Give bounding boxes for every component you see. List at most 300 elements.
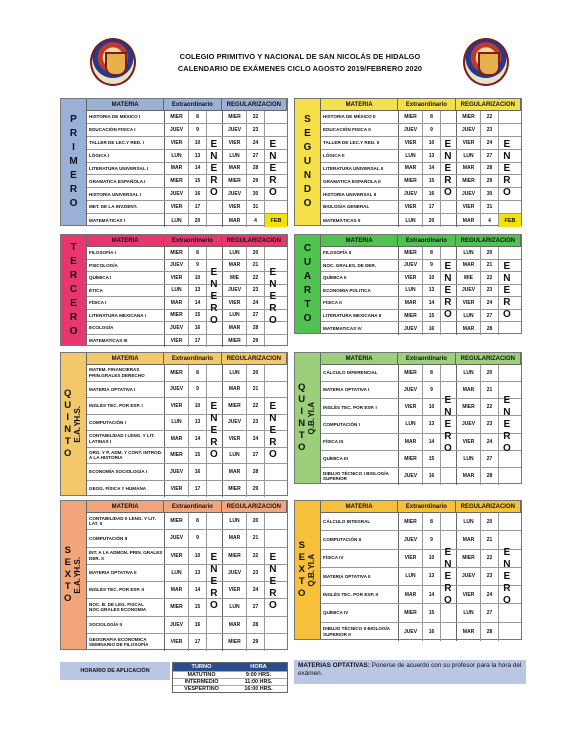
reg-date-cell: 24 xyxy=(481,297,499,309)
block-tercero xyxy=(60,234,288,346)
grade-name xyxy=(298,382,305,454)
subject-cell: MATERIA OPTATIVA II xyxy=(321,568,399,585)
month-letter: R xyxy=(503,297,511,308)
extra-date-cell: 14 xyxy=(423,434,441,450)
regularizacion-header: REGULARIZACION xyxy=(222,99,287,110)
extra-day-cell: JUEV xyxy=(399,468,423,485)
month-letter: N xyxy=(444,273,452,284)
regularizacion-header: REGULARIZACION xyxy=(456,99,521,110)
month-letter: O xyxy=(503,309,511,320)
extra-date-cell: 9 xyxy=(189,124,207,136)
extra-day-cell: MIER xyxy=(399,310,423,322)
regularizacion-header: REGULARIZACION xyxy=(222,235,287,246)
reg-day-cell: LUN xyxy=(457,513,481,530)
subject-cell: TALLER DE LEC.Y RED. II xyxy=(321,137,399,149)
extra-date-cell: 9 xyxy=(189,260,207,272)
month-gap xyxy=(207,634,223,651)
subject-cell: CÁLCULO INTEGRAL xyxy=(321,513,399,530)
extra-day-cell: JUEV xyxy=(165,617,189,633)
month-letter: O xyxy=(269,187,277,198)
extra-day-cell: VIER xyxy=(399,550,423,567)
grade-letter: R xyxy=(69,184,78,195)
extra-date-cell: 14 xyxy=(423,297,441,309)
month-letter: R xyxy=(269,588,277,599)
area-name xyxy=(73,406,83,442)
extraordinario-header: Extraordinario xyxy=(398,235,455,246)
month-letter: E xyxy=(503,139,511,150)
reg-date-cell: 30 xyxy=(481,188,499,200)
school-seal-right xyxy=(463,38,509,86)
reg-date-cell: 22 xyxy=(481,272,499,284)
month-gap xyxy=(441,124,457,136)
extra-day-cell: MIER xyxy=(399,247,423,259)
reg-date-cell: 28 xyxy=(481,163,499,175)
table-row xyxy=(321,297,521,310)
extra-date-cell: 9 xyxy=(189,530,207,546)
grade-letter: R xyxy=(303,285,312,296)
month-letter: N xyxy=(210,564,218,575)
grade-letter: Q xyxy=(64,388,72,399)
subject-cell: MATEMÁTICAS II xyxy=(321,214,399,227)
reg-day-cell: MIER xyxy=(223,111,247,123)
reg-month xyxy=(269,267,277,327)
month-letter: N xyxy=(503,407,511,418)
materia-header: MATERIA xyxy=(321,353,398,364)
table-row xyxy=(321,214,521,227)
reg-month-cell xyxy=(265,111,287,123)
subject-cell: ORG. Y P. ADM. Y CONT. INTROD. A LA HISTORIA xyxy=(87,448,165,464)
extra-date-cell: 16 xyxy=(189,617,207,633)
grade-label xyxy=(295,235,321,333)
reg-day-cell: MAR xyxy=(457,260,481,272)
grade-name xyxy=(304,113,312,211)
subject-cell: LITERATURA UNIVERSAL II xyxy=(321,163,399,175)
reg-day-cell: MIER xyxy=(223,481,247,498)
table-row xyxy=(321,399,521,416)
reg-day-cell: VIER xyxy=(223,297,247,309)
table-row xyxy=(87,513,287,530)
grade-letter: I xyxy=(300,406,304,417)
table-row xyxy=(321,550,521,568)
extra-date-cell: 10 xyxy=(189,137,207,149)
month-letter: E xyxy=(503,419,511,430)
reg-day-cell: MIER xyxy=(457,550,481,567)
extra-date-cell: 17 xyxy=(189,634,207,651)
extraordinario-header: Extraordinario xyxy=(164,235,221,246)
subject-cell: FÍSICA II xyxy=(321,297,399,309)
reg-date-cell: 31 xyxy=(481,201,499,213)
table-row xyxy=(321,468,521,485)
extra-day-cell: MIER xyxy=(399,604,423,621)
reg-day-cell: VIER xyxy=(457,201,481,213)
grade-letter: T xyxy=(298,430,305,441)
month-letter: N xyxy=(269,279,277,290)
extra-date-cell: 13 xyxy=(423,150,441,162)
reg-date-cell: 27 xyxy=(481,310,499,322)
month-letter: E xyxy=(269,163,277,174)
regularizacion-header: REGULARIZACION xyxy=(456,235,521,246)
table-row xyxy=(321,150,521,163)
reg-day-cell: LUN xyxy=(457,604,481,621)
table-row xyxy=(87,247,287,260)
extra-month xyxy=(210,139,218,199)
regularizacion-header: REGULARIZACION xyxy=(222,353,287,364)
subject-cell: PSICOLOGÍA xyxy=(87,260,165,272)
reg-month-cell xyxy=(265,124,287,136)
grade-letter: E xyxy=(64,557,71,568)
grade-letter: T xyxy=(70,242,77,253)
reg-date-cell: 23 xyxy=(247,285,265,297)
extra-date-cell: 8 xyxy=(423,111,441,123)
table-row xyxy=(321,623,521,641)
reg-day-cell: JUEV xyxy=(223,285,247,297)
horario-label: HORARIO DE APLICACIÓN xyxy=(60,662,170,680)
extra-day-cell: LUN xyxy=(399,416,423,432)
area-part: H.S. xyxy=(73,556,83,573)
exam-rows xyxy=(87,111,287,225)
reg-day-cell: LUN xyxy=(223,247,247,259)
column-header xyxy=(321,99,521,111)
reg-date-cell: 28 xyxy=(247,322,265,334)
horario-row xyxy=(173,685,287,692)
extra-day-cell: VIER xyxy=(399,137,423,149)
reg-date-cell: 22 xyxy=(247,272,265,284)
month-gap xyxy=(441,214,457,227)
reg-date-cell: 23 xyxy=(481,416,499,432)
month-gap xyxy=(207,247,223,259)
grade-letter: T xyxy=(304,299,311,310)
extra-month xyxy=(210,552,218,612)
extra-day-cell: VIER xyxy=(399,201,423,213)
hora-header: HORA xyxy=(250,664,267,670)
block-primero xyxy=(60,98,288,226)
month-letter: R xyxy=(444,175,452,186)
extra-day-cell: MIER xyxy=(399,451,423,467)
extra-day-cell: JUEV xyxy=(165,260,189,272)
grade-letter: E xyxy=(298,552,305,563)
reg-day-cell: JUEV xyxy=(457,124,481,136)
reg-day-cell: MAR xyxy=(223,322,247,334)
table-row xyxy=(321,124,521,137)
reg-day-cell: VIER xyxy=(223,431,247,447)
extra-date-cell: 8 xyxy=(423,365,441,381)
month-letter: O xyxy=(503,595,511,606)
extra-date-cell: 10 xyxy=(189,548,207,564)
month-letter: E xyxy=(269,401,277,412)
optativas-text: Ponerse de acuerdo con su profesor para la hora del exámen. xyxy=(298,662,522,677)
month-letter: N xyxy=(210,151,218,162)
table-row xyxy=(321,272,521,285)
reg-date-cell: 20 xyxy=(247,513,265,529)
grade-letter: D xyxy=(303,184,312,195)
grade-letter: U xyxy=(298,394,306,405)
grade-letter: C xyxy=(303,243,312,254)
extraordinario-header: Extraordinario xyxy=(398,99,455,110)
subject-cell: COMPUTACIÓN I xyxy=(87,415,165,431)
extra-day-cell: MIER xyxy=(399,365,423,381)
month-letter: O xyxy=(444,595,452,606)
reg-date-cell: 21 xyxy=(481,531,499,548)
extra-date-cell: 13 xyxy=(189,285,207,297)
extra-month xyxy=(210,267,218,327)
extra-day-cell: VIER xyxy=(165,634,189,651)
reg-date-cell: 27 xyxy=(247,310,265,322)
month-letter: E xyxy=(503,571,511,582)
month-gap xyxy=(441,513,457,530)
subject-cell: COMPUTACIÓN I xyxy=(321,416,399,432)
subject-cell: COMPUTACIÓN II xyxy=(87,530,165,546)
extra-day-cell: JUEV xyxy=(399,260,423,272)
subject-cell: HISTORIA UNIVERSAL II xyxy=(321,188,399,200)
extra-date-cell: 10 xyxy=(189,398,207,414)
table-row xyxy=(87,201,287,214)
extra-day-cell: MAR xyxy=(399,434,423,450)
month-letter: E xyxy=(444,395,452,406)
reg-date-cell: 22 xyxy=(481,111,499,123)
extra-date-cell: 10 xyxy=(423,272,441,284)
extra-day-cell: VIER xyxy=(165,481,189,498)
grade-name xyxy=(69,113,77,211)
extra-date-cell: 15 xyxy=(189,175,207,187)
block-cuarto xyxy=(294,234,522,334)
month-letter: E xyxy=(444,419,452,430)
extra-day-cell: LUN xyxy=(165,285,189,297)
month-letter: E xyxy=(269,139,277,150)
subject-cell: FÍSICA I xyxy=(87,297,165,309)
table-row xyxy=(321,260,521,273)
subject-cell: CÁLCULO DIFERENCIAL xyxy=(321,365,399,381)
table-row xyxy=(87,565,287,582)
reg-date-cell: 24 xyxy=(247,582,265,598)
extra-day-cell: LUN xyxy=(165,150,189,162)
reg-date-cell: 22 xyxy=(247,548,265,564)
subject-cell: GRAMATICA ESPAÑOLA II xyxy=(321,175,399,187)
subject-cell: LÓGICA I xyxy=(87,150,165,162)
reg-day-cell: LUN xyxy=(457,247,481,259)
reg-date-cell: 29 xyxy=(247,634,265,651)
month-letter: R xyxy=(444,297,452,308)
school-name: COLEGIO PRIMITIVO Y NACIONAL DE SAN NICOLÁS DE HIDALGO xyxy=(179,52,421,61)
month-letter: N xyxy=(444,151,452,162)
reg-month-cell xyxy=(265,481,287,498)
subject-cell: CONTABILIDAD II LENG. Y LIT. LAT. II xyxy=(87,513,165,529)
extra-day-cell: JUEV xyxy=(165,188,189,200)
reg-day-cell: MAR xyxy=(223,260,247,272)
month-letter: N xyxy=(269,564,277,575)
reg-day-cell: JUEV xyxy=(457,416,481,432)
month-gap xyxy=(207,513,223,529)
extra-date-cell: 10 xyxy=(423,399,441,415)
materia-header: MATERIA xyxy=(321,99,398,110)
reg-date-cell: 27 xyxy=(481,451,499,467)
extra-day-cell: VIER xyxy=(165,137,189,149)
month-letter: O xyxy=(269,600,277,611)
month-letter: O xyxy=(503,443,511,454)
extra-date-cell: 8 xyxy=(423,247,441,259)
grade-letter: E xyxy=(70,170,77,181)
reg-day-cell: MIE xyxy=(457,272,481,284)
table-row xyxy=(321,451,521,468)
materia-header: MATERIA xyxy=(87,353,164,364)
reg-month-cell xyxy=(499,468,521,485)
extra-date-cell: 8 xyxy=(189,111,207,123)
exam-rows xyxy=(321,247,521,333)
table-row xyxy=(87,599,287,616)
area-part: Q.B. xyxy=(307,569,317,587)
reg-day-cell: MIER xyxy=(223,398,247,414)
reg-month-cell xyxy=(265,513,287,529)
month-letter: E xyxy=(210,401,218,412)
subject-cell: COMPUTACIÓN II xyxy=(321,531,399,548)
reg-month xyxy=(503,261,511,321)
extra-date-cell: 15 xyxy=(423,310,441,322)
table-row xyxy=(321,531,521,549)
area-part: E.A. xyxy=(73,426,83,443)
month-letter: R xyxy=(210,175,218,186)
extra-date-cell: 17 xyxy=(189,201,207,213)
table-row xyxy=(321,568,521,586)
extra-date-cell: 16 xyxy=(189,464,207,480)
reg-date-cell: 28 xyxy=(481,322,499,335)
subject-cell: MATERIA OPTATIVA II xyxy=(87,565,165,581)
reg-date-cell: 20 xyxy=(481,365,499,381)
table-row xyxy=(87,448,287,465)
grade-letter: C xyxy=(69,284,78,295)
reg-day-cell: MIER xyxy=(223,634,247,651)
reg-day-cell: LUN xyxy=(223,599,247,615)
table-row xyxy=(87,214,287,227)
exam-rows xyxy=(87,513,287,649)
extra-day-cell: LUN xyxy=(399,150,423,162)
table-row xyxy=(87,464,287,481)
subject-cell: FÍSICA III xyxy=(321,434,399,450)
extra-date-cell: 14 xyxy=(423,586,441,603)
extra-day-cell: MIER xyxy=(399,513,423,530)
extra-day-cell: JUEV xyxy=(399,124,423,136)
month-gap xyxy=(441,247,457,259)
extra-date-cell: 20 xyxy=(189,214,207,227)
reg-day-cell: MAR xyxy=(457,468,481,485)
grade-letter: T xyxy=(298,576,305,587)
month-letter: R xyxy=(269,175,277,186)
materia-header: MATERIA xyxy=(87,99,164,110)
subject-cell: MATEMÁTICAS I xyxy=(87,214,165,227)
reg-day-cell: JUEV xyxy=(223,188,247,200)
reg-day-cell: MAR xyxy=(457,531,481,548)
reg-month-cell xyxy=(499,604,521,621)
month-letter: E xyxy=(503,163,511,174)
extra-day-cell: MAR xyxy=(165,582,189,598)
extra-date-cell: 10 xyxy=(423,550,441,567)
reg-day-cell: VIER xyxy=(457,434,481,450)
grade-letter: R xyxy=(69,128,78,139)
reg-date-cell: 23 xyxy=(481,568,499,585)
reg-month xyxy=(503,547,511,607)
reg-day-cell: JUEV xyxy=(223,565,247,581)
reg-day-cell: MAR xyxy=(457,623,481,641)
month-letter: R xyxy=(444,431,452,442)
subject-cell: ECOLOGÍA xyxy=(87,322,165,334)
reg-month-cell xyxy=(265,634,287,651)
extra-day-cell: VIER xyxy=(165,548,189,564)
reg-date-cell: 20 xyxy=(247,365,265,381)
reg-date-cell: 4 xyxy=(247,214,265,227)
table-row xyxy=(87,297,287,310)
subject-cell: MATEM. FINANCIERAS PRIN.GRALES DERECHO xyxy=(87,365,165,381)
extra-day-cell: MIER xyxy=(165,247,189,259)
horario-row xyxy=(173,671,287,678)
extra-day-cell: JUEV xyxy=(165,322,189,334)
reg-day-cell: MAR xyxy=(223,530,247,546)
extra-date-cell: 14 xyxy=(189,431,207,447)
extra-date-cell: 8 xyxy=(189,513,207,529)
month-gap xyxy=(207,382,223,398)
month-letter: R xyxy=(503,175,511,186)
reg-month xyxy=(269,552,277,612)
exam-rows xyxy=(321,513,521,639)
subject-cell: MATEMATICAS III xyxy=(87,335,165,348)
subject-cell: FÍSICA IV xyxy=(321,550,399,567)
grade-letter: N xyxy=(298,418,306,429)
table-row xyxy=(87,188,287,201)
grade-label xyxy=(61,99,87,225)
extra-date-cell: 13 xyxy=(423,568,441,585)
subject-cell: FILOSOFÍA I xyxy=(87,247,165,259)
reg-date-cell: 24 xyxy=(247,297,265,309)
extra-day-cell: JUEV xyxy=(399,623,423,641)
reg-day-cell: MIER xyxy=(223,548,247,564)
grade-letter: U xyxy=(64,400,72,411)
grade-letter: X xyxy=(64,569,71,580)
extra-date-cell: 14 xyxy=(189,163,207,175)
table-row xyxy=(321,247,521,260)
reg-date-cell: 20 xyxy=(481,247,499,259)
table-row xyxy=(87,137,287,150)
reg-date-cell: 22 xyxy=(247,111,265,123)
extra-date-cell: 9 xyxy=(423,382,441,398)
month-letter: E xyxy=(210,139,218,150)
grade-letter: S xyxy=(64,545,71,556)
reg-day-cell: MAR xyxy=(223,617,247,633)
reg-day-cell: VIER xyxy=(223,137,247,149)
grade-letter: N xyxy=(303,170,312,181)
subject-cell: GRAMATICA ESPAÑOLA I xyxy=(87,175,165,187)
subject-cell: FILOSOFÍA II xyxy=(321,247,399,259)
reg-day-cell: VIER xyxy=(457,586,481,603)
grade-name xyxy=(304,242,312,326)
extra-day-cell: JUEV xyxy=(399,322,423,335)
extra-date-cell: 9 xyxy=(423,124,441,136)
reg-month-cell xyxy=(499,247,521,259)
extra-day-cell: LUN xyxy=(399,568,423,585)
extra-date-cell: 14 xyxy=(423,163,441,175)
grade-label xyxy=(61,353,87,495)
month-letter: R xyxy=(210,588,218,599)
reg-date-cell: 29 xyxy=(247,175,265,187)
reg-day-cell: LUN xyxy=(223,310,247,322)
extra-day-cell: MIER xyxy=(399,111,423,123)
month-letter: E xyxy=(444,139,452,150)
reg-date-cell: 28 xyxy=(247,617,265,633)
reg-date-cell: 31 xyxy=(247,201,265,213)
subject-cell: INGLÉS TEC. POR ESP. II xyxy=(321,586,399,603)
grade-letter: R xyxy=(69,270,78,281)
month-letter: E xyxy=(210,576,218,587)
reg-date-cell: 21 xyxy=(481,260,499,272)
month-letter: O xyxy=(444,187,452,198)
month-gap xyxy=(207,530,223,546)
table-row xyxy=(87,365,287,382)
